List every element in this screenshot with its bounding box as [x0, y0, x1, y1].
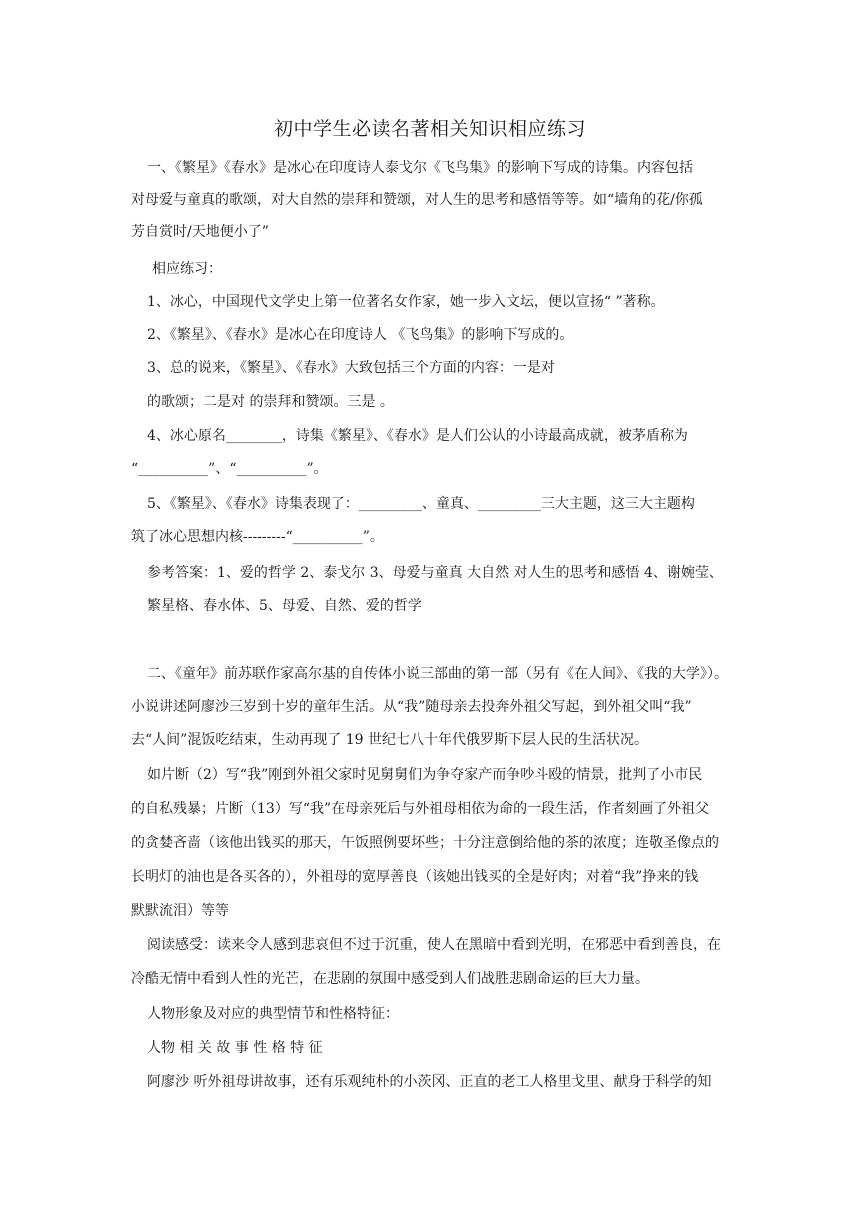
fragment-line-2: 的自私残暴；片断（13）写“我”在母亲死后与外祖母相依为命的一段生活，作者刻画了外祖父	[131, 801, 710, 817]
document-title: 初中学生必读名著相关知识相应练习	[273, 118, 586, 140]
question-1: 1、冰心，中国现代文学史上第一位著名女作家，她一步入文坛，便以宣扬“ ”著称。	[147, 294, 665, 310]
section2-intro-line-3: 去“人间”混饭吃结束，生动再现了 19 世纪七八十年代俄罗斯下层人民的生活状况。	[131, 732, 649, 748]
characters-heading: 人物形象及对应的典型情节和性格特征：	[147, 1006, 399, 1022]
answer-line-1: 参考答案：1、爱的哲学 2、泰戈尔 3、母爱与童真 大自然 对人生的思考和感悟 4、谢婉莹、	[147, 565, 723, 581]
fragment-line-3: 的贪婪吝啬（该他出钱买的那天，午饭照例要坏些；十分注意倒给他的茶的浓度；连敬圣像点的	[131, 835, 719, 851]
question-5-line-2: 筑了冰心思想内核---------“__________”。	[131, 529, 384, 545]
section2-intro-line-2: 小说讲述阿廖沙三岁到十岁的童年生活。从“我”随母亲去投奔外祖父写起，到外祖父叫“我”	[131, 699, 692, 715]
question-3-line-1: 3、总的说来，《繁星》、《春水》大致包括三个方面的内容：一是对	[147, 360, 555, 376]
question-3-line-2: 的歌颂；二是对 的崇拜和赞颂。三是 。	[147, 394, 394, 410]
fragment-line-1: 如片断（2）写“我”刚到外祖父家时见舅舅们为争夺家产而争吵斗殴的情景，批判了小市民	[147, 767, 703, 783]
question-5-line-1: 5、《繁星》、《春水》诗集表现了：_________、童真、_________三大主题，这三大主题构	[147, 496, 695, 512]
answer-line-2: 繁星格、春水体、5、母爱、自然、爱的哲学	[147, 598, 422, 614]
section1-intro-line-3: 芳自赏时/天地便小了”	[131, 224, 269, 240]
section2-intro-line-1: 二、《童年》前苏联作家高尔基的自传体小说三部曲的第一部（另有《在人间》、《我的大学》）。	[147, 666, 728, 682]
exercise-heading: 相应练习：	[152, 261, 222, 277]
section1-intro-line-1: 一、《繁星》《春水》是冰心在印度诗人泰戈尔《飞鸟集》的影响下写成的诗集。内容包括	[147, 160, 693, 176]
character-row-alyosha: 阿廖沙 听外祖母讲故事，还有乐观纯朴的小茨冈、正直的老工人格里戈里、献身于科学的知	[147, 1074, 712, 1090]
question-4-line-1: 4、冰心原名________，诗集《繁星》、《春水》是人们公认的小诗最高成就，被茅盾称为	[147, 428, 688, 444]
feeling-line-2: 冷酷无情中看到人性的光芒，在悲剧的氛围中感受到人们战胜悲剧命运的巨大力量。	[131, 971, 649, 987]
feeling-line-1: 阅读感受：读来令人感到悲哀但不过于沉重，使人在黑暗中看到光明，在邪恶中看到善良，在	[147, 937, 721, 953]
character-table-header: 人物 相 关 故 事 性 格 特 征	[147, 1040, 323, 1056]
fragment-line-5: 默默流泪）等等	[131, 903, 229, 919]
fragment-line-4: 长明灯的油也是各买各的），外祖母的宽厚善良（该她出钱买的全是好肉；对着“我”挣来的钱	[131, 869, 699, 885]
section1-intro-line-2: 对母爱与童真的歌颂，对大自然的崇拜和赞颂，对人生的思考和感悟等等。如“墙角的花/你孤	[131, 192, 703, 208]
question-4-line-2: “__________”、“__________”。	[131, 461, 328, 477]
question-2: 2、《繁星》、《春水》是冰心在印度诗人 《飞鸟集》的影响下写成的。	[147, 327, 574, 343]
